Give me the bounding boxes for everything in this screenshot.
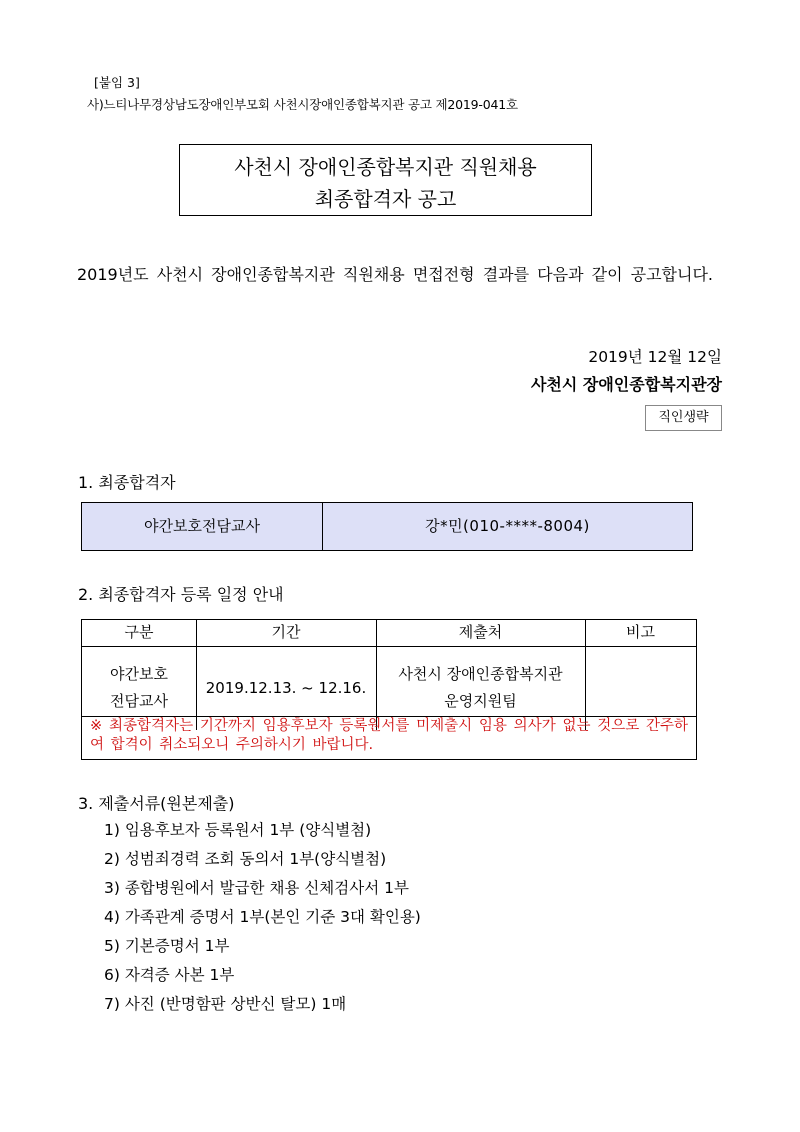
candidate-cell: 강*민(010-****-8004)	[425, 517, 590, 535]
list-item: 4) 가족관계 증명서 1부(본인 기준 3대 확인용)	[104, 908, 421, 926]
list-item: 7) 사진 (반명함판 상반신 탈모) 1매	[104, 995, 347, 1013]
notice-date: 2019년 12월 12일	[588, 348, 722, 366]
seal-omitted-stamp: 직인생략	[645, 405, 722, 431]
header-period: 기간	[196, 620, 377, 646]
warning-note: ※ 최종합격자는 기간까지 임용후보자 등록원서를 미제출시 임용 의사가 없는 것으로 간주하여 합격이 취소되오니 주의하시기 바랍니다.	[82, 716, 696, 759]
list-item: 2) 성범죄경력 조회 동의서 1부(양식별첨)	[104, 850, 387, 868]
table-header-row	[82, 620, 696, 647]
section-3-title: 3. 제출서류(원본제출)	[78, 794, 235, 813]
section-2-title: 2. 최종합격자 등록 일정 안내	[78, 585, 284, 604]
registration-schedule-table	[81, 619, 697, 760]
category-text: 야간보호 전담교사	[110, 665, 168, 710]
header-category: 구분	[82, 620, 197, 646]
title-line-2: 최종합격자 공고	[314, 187, 457, 211]
period-text: 2019.12.13. ~ 12.16.	[205, 678, 367, 697]
header-office: 제출처	[376, 620, 586, 646]
list-item: 3) 종합병원에서 발급한 채용 신체검사서 1부	[104, 879, 409, 897]
final-candidate-table	[81, 502, 693, 551]
list-item: 6) 자격증 사본 1부	[104, 966, 235, 984]
header-remarks: 비고	[626, 623, 655, 641]
notice-reference: 사)느티나무경상남도장애인부모회 사천시장애인종합복지관 공고 제2019-041호	[87, 97, 518, 112]
list-item: 1) 임용후보자 등록원서 1부 (양식별첨)	[104, 821, 372, 839]
title-line-1: 사천시 장애인종합복지관 직원채용	[234, 155, 537, 179]
attachment-label: [붙임 3]	[94, 75, 140, 90]
intro-paragraph: 2019년도 사천시 장애인종합복지관 직원채용 면접전형 결과를 다음과 같이 공고합니다.	[77, 265, 713, 284]
required-documents-list	[104, 816, 421, 1019]
position-cell: 야간보호전담교사	[82, 503, 323, 550]
list-item: 5) 기본증명서 1부	[104, 937, 230, 955]
office-text: 사천시 장애인종합복지관 운영지원팀	[398, 665, 563, 710]
title-box	[179, 144, 592, 216]
section-1-title: 1. 최종합격자	[78, 473, 176, 492]
issuing-organization: 사천시 장애인종합복지관장	[530, 375, 722, 394]
